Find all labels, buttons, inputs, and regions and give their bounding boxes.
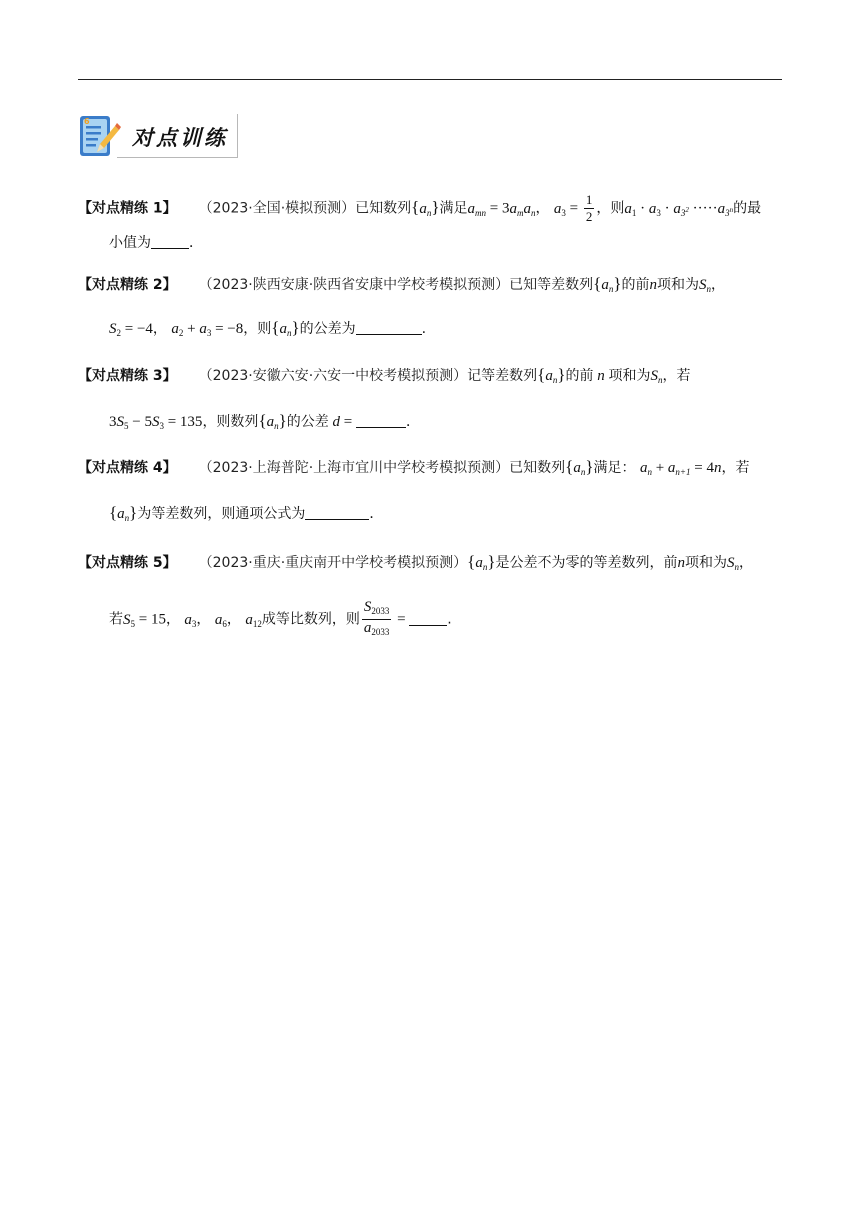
problem-1-line-1: 【对点精练 1】 （2023·全国·模拟预测）已知数列$\{a_n\}$满足$a_{mn} = 3a_ma_n$， $a_3$ = $\frac{1}{2}$ ，则$a_1 \cdot a_3 \cdot a_{3^2} \cdot\cdot\cdot\cdot\cdot a_{3^n}$的最 [78,192,762,224]
problem-3-source: （2023·安徽六安·六安一中校考模拟预测） [198,368,468,384]
header-rule [78,79,782,80]
answer-blank-5[interactable] [409,613,447,626]
problem-5-line-1: 【对点精练 5】 （2023·重庆·重庆南开中学校考模拟预测）$\{a_n\}$是公差不为零的等差数列，前n项和为$S_n$， [78,552,753,572]
problem-2-line-2: $S_2 = -4$， $a_2 + a_3 = -8$，则$\{a_n\}$的公差为 . [109,318,427,338]
answer-blank-2[interactable] [356,322,422,335]
problem-4-line-2: $\{a_n\}$为等差数列，则通项公式为 ． [109,503,384,523]
problem-3-label: 【对点精练 3】 [78,368,177,384]
answer-blank-3[interactable] [356,415,406,428]
problem-2-line-1: 【对点精练 2】 （2023·陕西安康·陕西省安康中学校考模拟预测）已知等差数列$\{a_n\}$的前n项和为$S_n$， [78,274,725,294]
svg-text:6: 6 [84,117,90,126]
problem-3-line-1: 【对点精练 3】 （2023·安徽六安·六安一中校考模拟预测）记等差数列$\{a_n\}$的前 n 项和为$S_n$，若 [78,365,691,385]
problem-5-source: （2023·重庆·重庆南开中学校考模拟预测） [198,555,468,571]
problem-1-line-2: 小值为 ． [109,235,203,251]
answer-blank-1[interactable] [151,236,189,249]
problem-2-label: 【对点精练 2】 [78,277,177,293]
problem-2-source: （2023·陕西安康·陕西省安康中学校考模拟预测） [198,277,510,293]
problem-1-source: （2023·全国·模拟预测） [198,200,356,217]
problem-4-line-1: 【对点精练 4】 （2023·上海普陀·上海市宜川中学校考模拟预测）已知数列$\{a_n\}$满足： $a_n + a_{n+1} = 4n$，若 [78,457,750,477]
problem-1-label: 【对点精练 1】 [78,200,177,217]
pencil-document-icon [79,114,121,158]
problem-4-source: （2023·上海普陀·上海市宜川中学校考模拟预测） [198,460,510,476]
section-title: 对点训练 [132,125,228,150]
section-header [79,114,239,159]
problem-5-line-2: 若$S_5 = 15$， $a_3$， $a_6$， $a_{12}$成等比数列，则 $\frac{S_{2033}}{a_{2033}}$ = . [109,599,452,637]
problem-5-label: 【对点精练 5】 [78,555,177,571]
problem-4-label: 【对点精练 4】 [78,460,177,476]
answer-blank-4[interactable] [305,507,369,520]
problem-3-line-2: $3S_5 - 5S_3 = 135$，则数列$\{a_n\}$的公差 d = ． [109,411,420,431]
